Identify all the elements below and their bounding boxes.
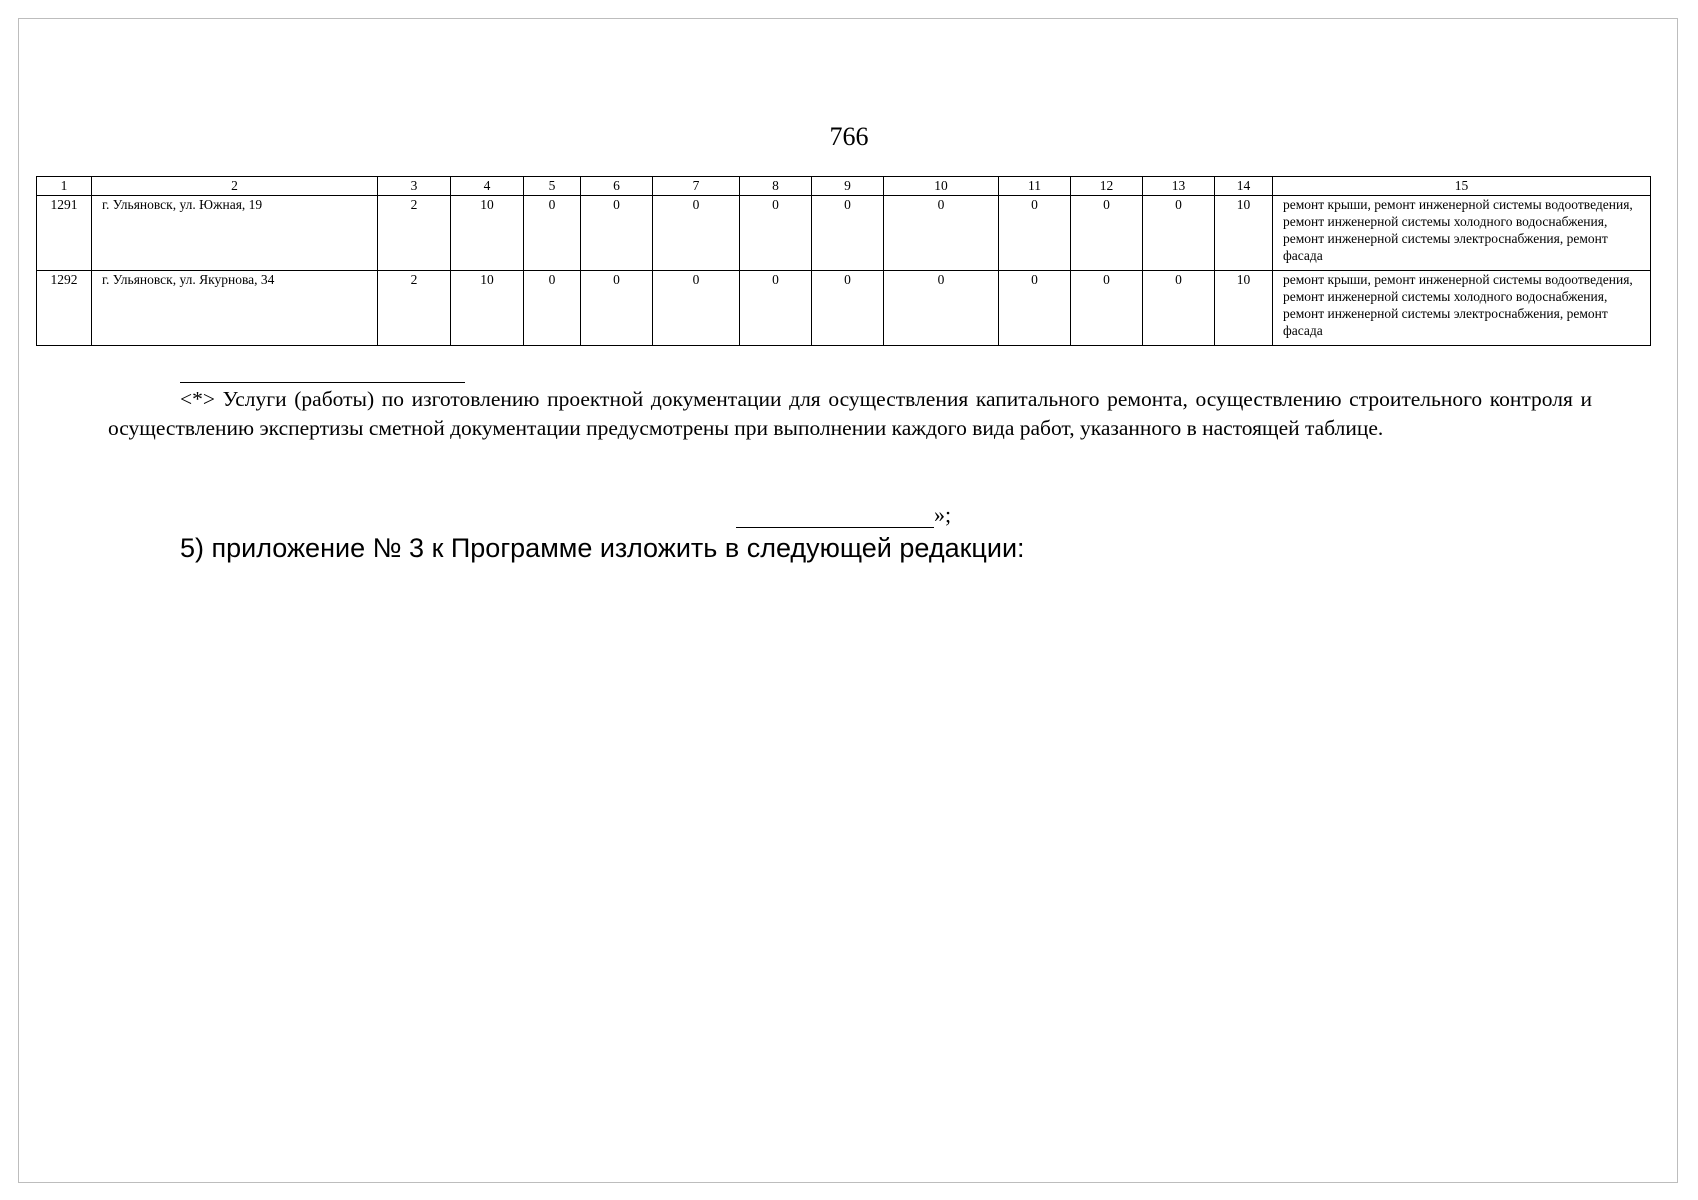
address-cell: г. Ульяновск, ул. Якурнова, 34 bbox=[92, 271, 378, 346]
column-header: 14 bbox=[1215, 177, 1273, 196]
table-header-row bbox=[37, 177, 1651, 196]
column-header: 6 bbox=[581, 177, 653, 196]
table-cell: 0 bbox=[1143, 196, 1215, 271]
column-header: 11 bbox=[999, 177, 1071, 196]
column-header: 9 bbox=[812, 177, 884, 196]
address-cell: г. Ульяновск, ул. Южная, 19 bbox=[92, 196, 378, 271]
table-cell: 0 bbox=[999, 196, 1071, 271]
repair-program-table bbox=[36, 176, 1651, 346]
table-cell: 10 bbox=[1215, 196, 1273, 271]
column-header: 3 bbox=[378, 177, 451, 196]
table-cell: 2 bbox=[378, 271, 451, 346]
table-cell: 0 bbox=[740, 196, 812, 271]
table-cell: 0 bbox=[653, 271, 740, 346]
column-header: 8 bbox=[740, 177, 812, 196]
closing-quote-mark bbox=[736, 502, 951, 528]
footnote-separator bbox=[180, 382, 465, 383]
table-cell: 0 bbox=[1071, 271, 1143, 346]
table-cell: 2 bbox=[378, 196, 451, 271]
amendment-paragraph: 5) приложение № 3 к Программе изложить в следующей редакции: bbox=[180, 533, 1025, 563]
column-header: 7 bbox=[653, 177, 740, 196]
table-cell: 0 bbox=[812, 196, 884, 271]
table-cell: 10 bbox=[451, 271, 524, 346]
table-cell: 0 bbox=[524, 271, 581, 346]
table-cell: 0 bbox=[1071, 196, 1143, 271]
column-header: 4 bbox=[451, 177, 524, 196]
column-header: 1 bbox=[37, 177, 92, 196]
footnote-text: <*> Услуги (работы) по изготовлению проектной документации для осуществления капитального ремонта, осуществлению строительного контроля и осуществлению экспертизы сметной документации предусмотрены при выполнении каждого вида работ, указанного в настоящей таблице. bbox=[108, 387, 1592, 440]
row-number: 1292 bbox=[37, 271, 92, 346]
table-cell: 0 bbox=[581, 271, 653, 346]
closing-quote-text: »; bbox=[934, 502, 952, 527]
table-cell: 0 bbox=[581, 196, 653, 271]
row-number: 1291 bbox=[37, 196, 92, 271]
table-cell: 0 bbox=[812, 271, 884, 346]
column-header: 13 bbox=[1143, 177, 1215, 196]
table-cell: 0 bbox=[524, 196, 581, 271]
column-header: 5 bbox=[524, 177, 581, 196]
column-header: 15 bbox=[1273, 177, 1651, 196]
page-number: 766 bbox=[829, 122, 869, 151]
table-cell: 0 bbox=[1143, 271, 1215, 346]
column-header: 2 bbox=[92, 177, 378, 196]
works-list-cell: ремонт крыши, ремонт инженерной системы водоотведения, ремонт инженерной системы холодного водоснабжения, ремонт инженерной системы электроснабжения, ремонт фасада bbox=[1273, 271, 1651, 346]
table-cell: 0 bbox=[884, 196, 999, 271]
closing-underline bbox=[736, 505, 934, 528]
column-header: 12 bbox=[1071, 177, 1143, 196]
table-cell: 0 bbox=[740, 271, 812, 346]
table-cell: 10 bbox=[1215, 271, 1273, 346]
table-row bbox=[37, 271, 1651, 346]
column-header: 10 bbox=[884, 177, 999, 196]
table-cell: 0 bbox=[884, 271, 999, 346]
works-list-cell: ремонт крыши, ремонт инженерной системы водоотведения, ремонт инженерной системы холодного водоснабжения, ремонт инженерной системы электроснабжения, ремонт фасада bbox=[1273, 196, 1651, 271]
table-cell: 0 bbox=[999, 271, 1071, 346]
table-cell: 10 bbox=[451, 196, 524, 271]
table-row bbox=[37, 196, 1651, 271]
table-cell: 0 bbox=[653, 196, 740, 271]
